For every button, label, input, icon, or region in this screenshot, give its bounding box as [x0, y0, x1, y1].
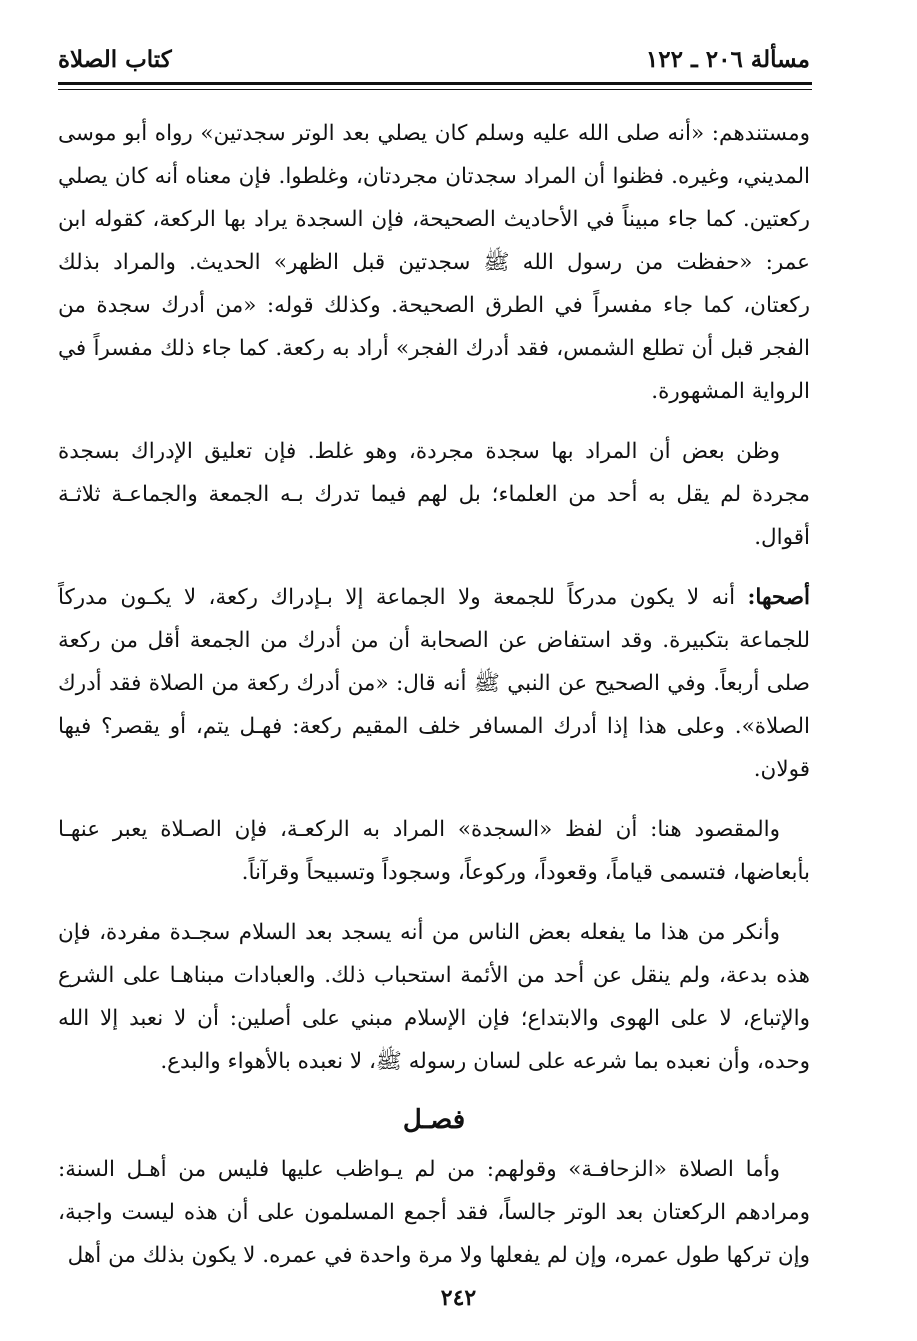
paragraph-text: أنه لا يكون مدركاً للجمعة ولا الجماعة إلا بـإدراك ركعة، لا يكـون مدركاً للجماعة بتكبيرة. وقد استفاض عن الصحابة أن من أدرك من الجمعة أقل من ركعة صلى أربعاً. وفي الصحيح عن النبي ﷺ أنه قال: «من أدرك ركعة من الصلاة فقد أدرك الصلاة». وعلى هذا إذا أدرك المسافر خلف المقيم ركعة: فهـل يتم، أو يقصر؟ فيها قولان.	[58, 585, 810, 782]
paragraph-4	[58, 808, 810, 894]
paragraph-1	[58, 112, 810, 413]
paragraph-text: وأما الصلاة «الزحافـة» وقولهم: من لم يـواظب عليها فليس من أهـل السنة: ومرادهم الركعتان بعد الوتر جالساً، فقد أجمع المسلمون على أن هذه ليست واجبة، وإن تركها طول عمره، وإن لم يفعلها ولا مرة واحدة في عمره. لا يكون بذلك من أهل	[58, 1157, 810, 1268]
header-rule-thin	[58, 89, 812, 90]
paragraph-6	[58, 1148, 810, 1277]
book-section-title: كتاب الصلاة	[58, 46, 172, 73]
paragraph-lead: أصحها:	[747, 585, 810, 610]
page-number: ٢٤٢	[440, 1285, 477, 1311]
paragraph-3	[58, 576, 810, 791]
header-rule-thick	[58, 82, 812, 85]
paragraph-text: والمقصود هنا: أن لفظ «السجدة» المراد به الركعـة، فإن الصـلاة يعبر عنهـا بأبعاضها، فتسمى قياماً، وقعوداً، وركوعاً، وسجوداً وتسبيحاً وقرآناً.	[58, 817, 810, 885]
main-text	[58, 112, 810, 1294]
section-heading: فصـل	[402, 1105, 466, 1135]
paragraph-text: ومستندهم: «أنه صلى الله عليه وسلم كان يصلي بعد الوتر سجدتين» رواه أبو موسى المديني، وغيره. فظنوا أن المراد سجدتان مجردتان، وغلطوا. فإن معناه أنه كان يصلي ركعتين. كما جاء مبيناً في الأحاديث الصحيحة، فإن السجدة يراد بها الركعة، كقوله ابن عمر: «حفظت من رسول الله ﷺ سجدتين قبل الظهر» الحديث. والمراد بذلك ركعتان، كما جاء مفسراً في الطرق الصحيحة. وكذلك قوله: «من أدرك سجدة من الفجر قبل أن تطلع الشمس، فقد أدرك الفجر» أراد به ركعة. كما جاء ذلك مفسراً في الرواية المشهورة.	[58, 121, 810, 404]
question-reference: مسألة ٢٠٦ ـ ١٢٢	[645, 46, 810, 73]
paragraph-2	[58, 430, 810, 559]
paragraph-text: وأنكر من هذا ما يفعله بعض الناس من أنه يسجد بعد السلام سجـدة مفردة، فإن هذه بدعة، ولم ينقل عن أحد من الأئمة استحباب ذلك. والعبادات مبناهـا على الشرع والإتباع، لا على الهوى والابتداع؛ فإن الإسلام مبني على أصلين: أن لا نعبد إلا الله وحده، وأن نعبده بما شرعه على لسان رسوله ﷺ، لا نعبده بالأهواء والبدع.	[58, 920, 810, 1074]
paragraph-5	[58, 911, 810, 1083]
paragraph-text: وظن بعض أن المراد بها سجدة مجردة، وهو غلط. فإن تعليق الإدراك بسجدة مجردة لم يقل به أحد من العلماء؛ بل لهم فيما تدرك بـه الجمعة والجماعـة ثلاثـة أقوال.	[58, 439, 810, 550]
running-header	[58, 40, 810, 80]
